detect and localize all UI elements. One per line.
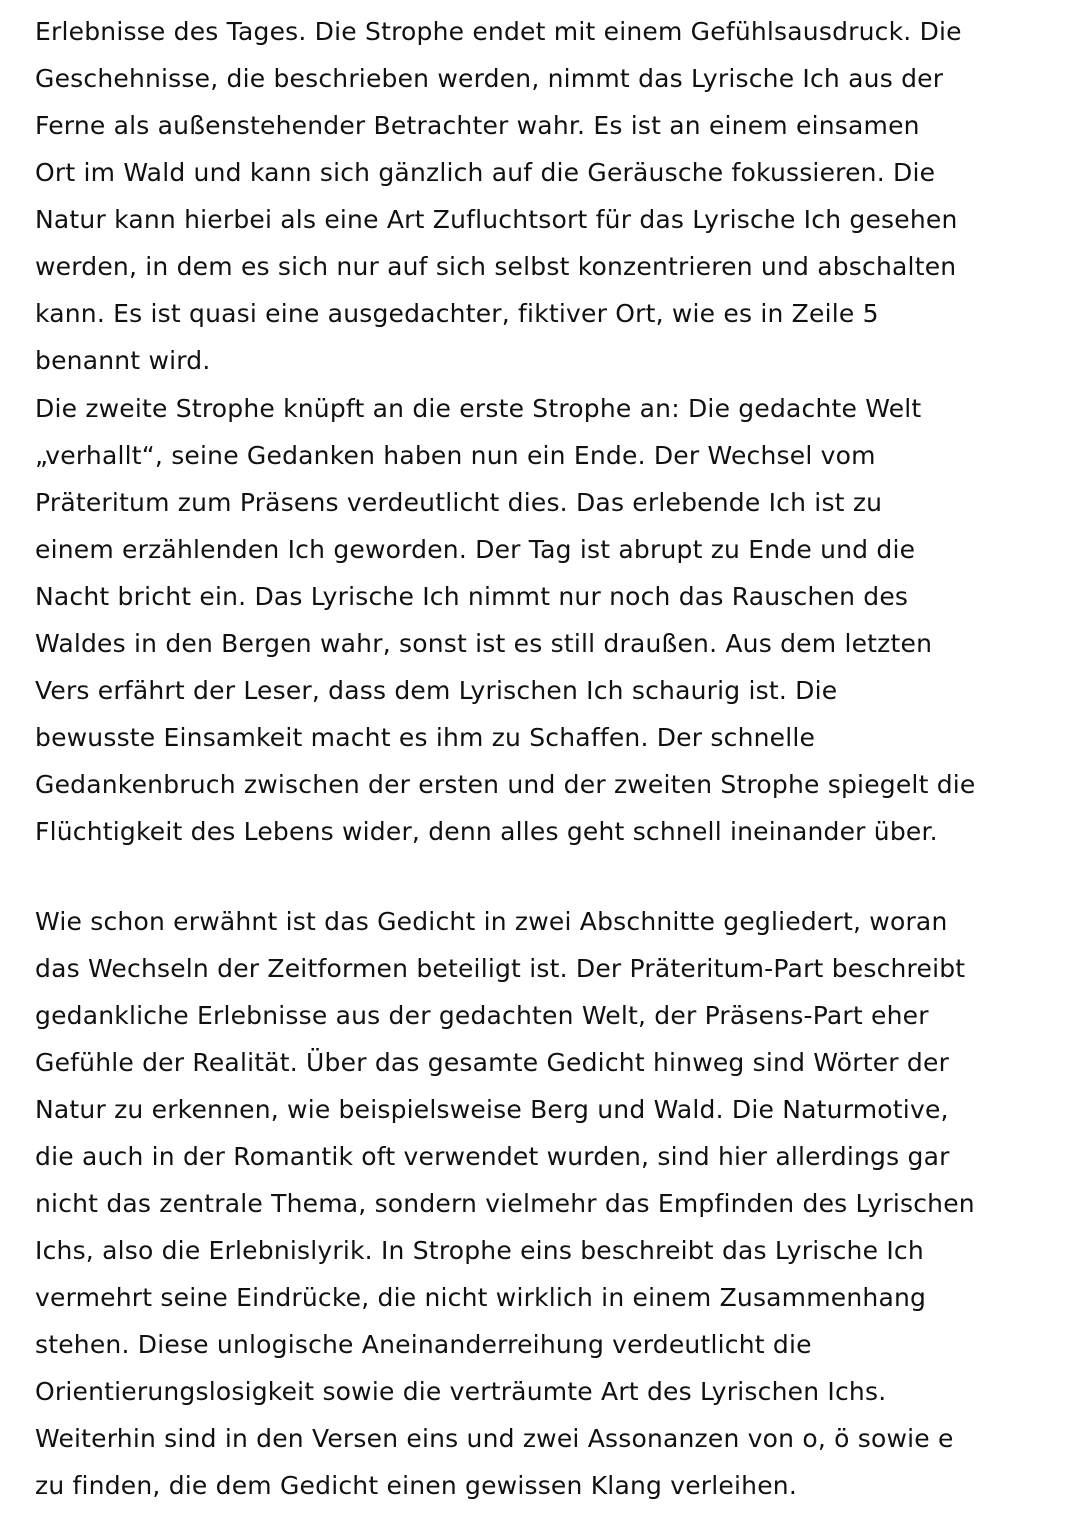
text-line: werden, in dem es sich nur auf sich selbst konzentrieren und abschalten bbox=[35, 252, 957, 281]
text-line: Natur kann hierbei als eine Art Zufluchtsort für das Lyrische Ich gesehen bbox=[35, 205, 958, 234]
text-line: die auch in der Romantik oft verwendet wurden, sind hier allerdings gar bbox=[35, 1142, 950, 1171]
text-line: Vers erfährt der Leser, dass dem Lyrischen Ich schaurig ist. Die bbox=[35, 676, 838, 705]
text-line: bewusste Einsamkeit macht es ihm zu Schaffen. Der schnelle bbox=[35, 723, 816, 752]
text-line: stehen. Diese unlogische Aneinanderreihung verdeutlicht die bbox=[35, 1330, 812, 1359]
paragraph-1 bbox=[35, 8, 1035, 384]
text-line: das Wechseln der Zeitformen beteiligt ist. Der Präteritum-Part beschreibt bbox=[35, 954, 966, 983]
paragraph-3 bbox=[35, 898, 1035, 1509]
text-line: gedankliche Erlebnisse aus der gedachten Welt, der Präsens-Part eher bbox=[35, 1001, 929, 1030]
text-line: Flüchtigkeit des Lebens wider, denn alles geht schnell ineinander über. bbox=[35, 817, 938, 846]
text-line: einem erzählenden Ich geworden. Der Tag ist abrupt zu Ende und die bbox=[35, 535, 916, 564]
text-line: Waldes in den Bergen wahr, sonst ist es still draußen. Aus dem letzten bbox=[35, 629, 933, 658]
text-line: Wie schon erwähnt ist das Gedicht in zwei Abschnitte gegliedert, woran bbox=[35, 907, 948, 936]
text-line: „verhallt“, seine Gedanken haben nun ein Ende. Der Wechsel vom bbox=[35, 441, 876, 470]
text-line: nicht das zentrale Thema, sondern vielmehr das Empfinden des Lyrischen bbox=[35, 1189, 975, 1218]
text-line: Die zweite Strophe knüpft an die erste Strophe an: Die gedachte Welt bbox=[35, 394, 922, 423]
text-line: kann. Es ist quasi eine ausgedachter, fiktiver Ort, wie es in Zeile 5 bbox=[35, 299, 879, 328]
text-line: Natur zu erkennen, wie beispielsweise Berg und Wald. Die Naturmotive, bbox=[35, 1095, 949, 1124]
text-line: Nacht bricht ein. Das Lyrische Ich nimmt nur noch das Rauschen des bbox=[35, 582, 909, 611]
text-line: Ichs, also die Erlebnislyrik. In Strophe eins beschreibt das Lyrische Ich bbox=[35, 1236, 924, 1265]
text-line: Weiterhin sind in den Versen eins und zwei Assonanzen von o, ö sowie e bbox=[35, 1424, 954, 1453]
text-line: Ort im Wald und kann sich gänzlich auf die Geräusche fokussieren. Die bbox=[35, 158, 936, 187]
paragraph-2 bbox=[35, 385, 1035, 855]
text-line: Orientierungslosigkeit sowie die verträumte Art des Lyrischen Ichs. bbox=[35, 1377, 887, 1406]
text-line: Ferne als außenstehender Betrachter wahr. Es ist an einem einsamen bbox=[35, 111, 920, 140]
text-line: Erlebnisse des Tages. Die Strophe endet mit einem Gefühlsausdruck. Die bbox=[35, 17, 962, 46]
text-line: Gefühle der Realität. Über das gesamte Gedicht hinweg sind Wörter der bbox=[35, 1048, 950, 1077]
text-line: Gedankenbruch zwischen der ersten und der zweiten Strophe spiegelt die bbox=[35, 770, 976, 799]
text-line: zu finden, die dem Gedicht einen gewissen Klang verleihen. bbox=[35, 1471, 797, 1500]
text-line: Geschehnisse, die beschrieben werden, nimmt das Lyrische Ich aus der bbox=[35, 64, 944, 93]
text-line: benannt wird. bbox=[35, 346, 211, 375]
text-line: Präteritum zum Präsens verdeutlicht dies. Das erlebende Ich ist zu bbox=[35, 488, 883, 517]
text-line: vermehrt seine Eindrücke, die nicht wirklich in einem Zusammenhang bbox=[35, 1283, 927, 1312]
